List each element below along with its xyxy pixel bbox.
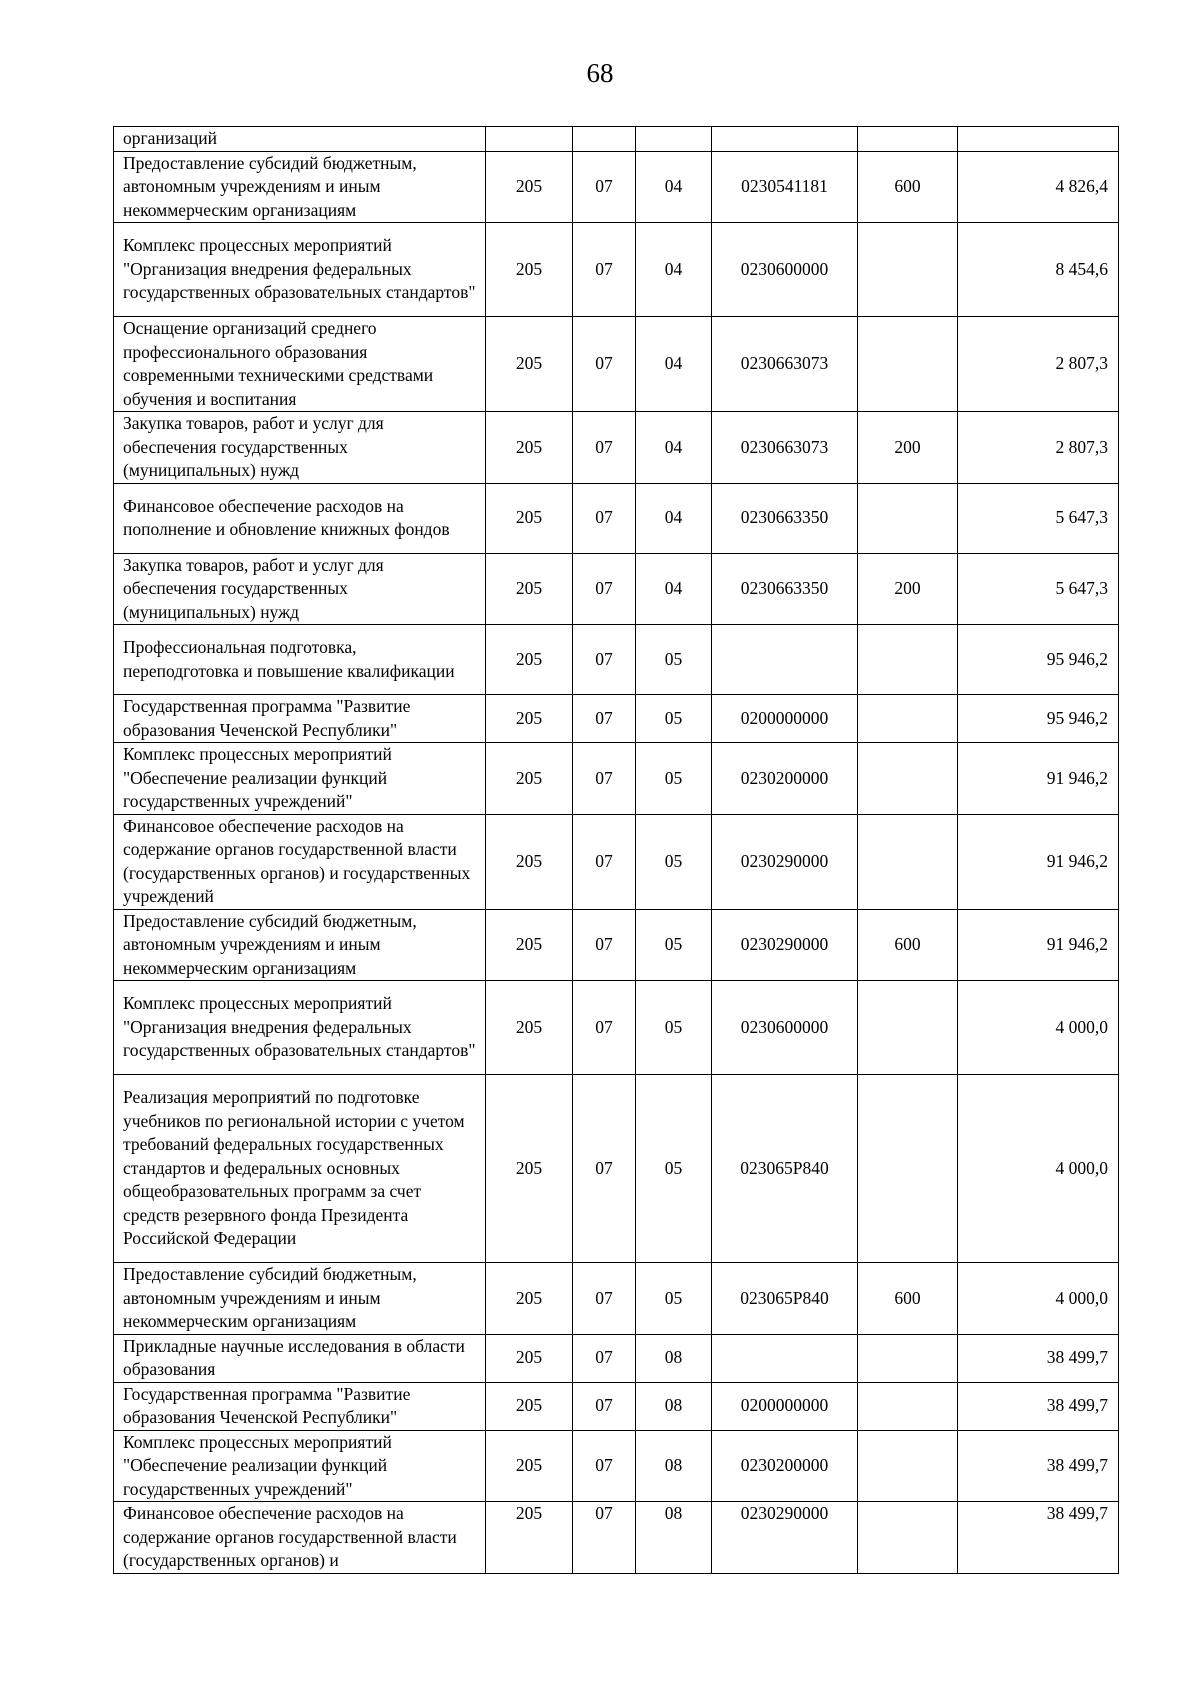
target-article-cell: 0230541181 bbox=[712, 151, 858, 223]
section-code-cell: 07 bbox=[573, 1075, 636, 1263]
target-article-cell: 023065Р840 bbox=[712, 1263, 858, 1335]
target-article-cell: 0230600000 bbox=[712, 223, 858, 317]
table-row bbox=[114, 553, 1119, 625]
grbs-code-cell: 205 bbox=[486, 1263, 573, 1335]
subsection-code-cell: 05 bbox=[636, 909, 712, 981]
section-code-cell: 07 bbox=[573, 483, 636, 553]
row-name-cell: Закупка товаров, работ и услуг для обеспечения государственных (муниципальных) нужд bbox=[114, 553, 486, 625]
budget-table bbox=[113, 126, 1119, 1574]
row-name-cell: Комплекс процессных мероприятий "Обеспечение реализации функций государственных учреждений" bbox=[114, 743, 486, 815]
table-row bbox=[114, 743, 1119, 815]
subsection-code-cell: 04 bbox=[636, 553, 712, 625]
row-name-cell: Предоставление субсидий бюджетным, автономным учреждениям и иным некоммерческим организациям bbox=[114, 151, 486, 223]
target-article-cell: 0230663073 bbox=[712, 317, 858, 412]
amount-cell: 4 000,0 bbox=[958, 1263, 1119, 1335]
section-code-cell: 07 bbox=[573, 412, 636, 484]
expense-type-cell: 600 bbox=[858, 1263, 958, 1335]
table-row bbox=[114, 625, 1119, 695]
grbs-code-cell: 205 bbox=[486, 909, 573, 981]
grbs-code-cell: 205 bbox=[486, 1382, 573, 1430]
table-row bbox=[114, 1075, 1119, 1263]
expense-type-cell bbox=[858, 1430, 958, 1502]
section-code-cell: 07 bbox=[573, 1263, 636, 1335]
target-article-cell: 0230663350 bbox=[712, 553, 858, 625]
section-code-cell: 07 bbox=[573, 223, 636, 317]
section-code-cell: 07 bbox=[573, 553, 636, 625]
section-code-cell bbox=[573, 127, 636, 152]
row-name-cell: Финансовое обеспечение расходов на пополнение и обновление книжных фондов bbox=[114, 483, 486, 553]
grbs-code-cell: 205 bbox=[486, 1502, 573, 1574]
amount-cell: 38 499,7 bbox=[958, 1430, 1119, 1502]
expense-type-cell bbox=[858, 981, 958, 1075]
expense-type-cell bbox=[858, 1075, 958, 1263]
grbs-code-cell: 205 bbox=[486, 1430, 573, 1502]
target-article-cell bbox=[712, 625, 858, 695]
expense-type-cell bbox=[858, 814, 958, 909]
grbs-code-cell: 205 bbox=[486, 1075, 573, 1263]
expense-type-cell bbox=[858, 127, 958, 152]
subsection-code-cell: 08 bbox=[636, 1382, 712, 1430]
table-row bbox=[114, 317, 1119, 412]
subsection-code-cell: 04 bbox=[636, 317, 712, 412]
subsection-code-cell: 05 bbox=[636, 743, 712, 815]
section-code-cell: 07 bbox=[573, 1334, 636, 1382]
subsection-code-cell: 05 bbox=[636, 625, 712, 695]
amount-cell bbox=[958, 127, 1119, 152]
subsection-code-cell: 05 bbox=[636, 1263, 712, 1335]
expense-type-cell bbox=[858, 483, 958, 553]
subsection-code-cell: 08 bbox=[636, 1334, 712, 1382]
row-name-cell: Государственная программа "Развитие образования Чеченской Республики" bbox=[114, 695, 486, 743]
grbs-code-cell: 205 bbox=[486, 223, 573, 317]
target-article-cell bbox=[712, 1334, 858, 1382]
section-code-cell: 07 bbox=[573, 1502, 636, 1574]
expense-type-cell: 200 bbox=[858, 412, 958, 484]
row-name-cell: Закупка товаров, работ и услуг для обеспечения государственных (муниципальных) нужд bbox=[114, 412, 486, 484]
table-row bbox=[114, 1430, 1119, 1502]
subsection-code-cell: 08 bbox=[636, 1502, 712, 1574]
subsection-code-cell: 05 bbox=[636, 695, 712, 743]
amount-cell: 38 499,7 bbox=[958, 1382, 1119, 1430]
row-name-cell: Прикладные научные исследования в области образования bbox=[114, 1334, 486, 1382]
grbs-code-cell: 205 bbox=[486, 695, 573, 743]
target-article-cell: 0230600000 bbox=[712, 981, 858, 1075]
target-article-cell: 0230290000 bbox=[712, 909, 858, 981]
grbs-code-cell: 205 bbox=[486, 743, 573, 815]
table-row bbox=[114, 223, 1119, 317]
expense-type-cell bbox=[858, 317, 958, 412]
table-row bbox=[114, 1382, 1119, 1430]
target-article-cell: 0230290000 bbox=[712, 1502, 858, 1574]
target-article-cell: 0200000000 bbox=[712, 695, 858, 743]
amount-cell: 4 000,0 bbox=[958, 1075, 1119, 1263]
subsection-code-cell: 04 bbox=[636, 223, 712, 317]
target-article-cell: 0230200000 bbox=[712, 1430, 858, 1502]
subsection-code-cell: 04 bbox=[636, 412, 712, 484]
subsection-code-cell: 08 bbox=[636, 1430, 712, 1502]
table-body bbox=[114, 127, 1119, 1574]
row-name-cell: Финансовое обеспечение расходов на содержание органов государственной власти (государственных органов) и государственных учреждений bbox=[114, 814, 486, 909]
amount-cell: 91 946,2 bbox=[958, 743, 1119, 815]
amount-cell: 95 946,2 bbox=[958, 625, 1119, 695]
target-article-cell: 0230663350 bbox=[712, 483, 858, 553]
table-row bbox=[114, 127, 1119, 152]
expense-type-cell bbox=[858, 743, 958, 815]
subsection-code-cell: 05 bbox=[636, 814, 712, 909]
table-row bbox=[114, 1263, 1119, 1335]
table-row bbox=[114, 981, 1119, 1075]
row-name-cell: Предоставление субсидий бюджетным, автономным учреждениям и иным некоммерческим организациям bbox=[114, 1263, 486, 1335]
table-row bbox=[114, 1334, 1119, 1382]
grbs-code-cell: 205 bbox=[486, 814, 573, 909]
grbs-code-cell: 205 bbox=[486, 317, 573, 412]
expense-type-cell: 600 bbox=[858, 151, 958, 223]
target-article-cell: 0230290000 bbox=[712, 814, 858, 909]
amount-cell: 4 826,4 bbox=[958, 151, 1119, 223]
amount-cell: 2 807,3 bbox=[958, 317, 1119, 412]
row-name-cell: Государственная программа "Развитие образования Чеченской Республики" bbox=[114, 1382, 486, 1430]
target-article-cell: 0200000000 bbox=[712, 1382, 858, 1430]
table-row bbox=[114, 1502, 1119, 1574]
amount-cell: 5 647,3 bbox=[958, 553, 1119, 625]
amount-cell: 2 807,3 bbox=[958, 412, 1119, 484]
section-code-cell: 07 bbox=[573, 695, 636, 743]
grbs-code-cell: 205 bbox=[486, 981, 573, 1075]
section-code-cell: 07 bbox=[573, 625, 636, 695]
table-row bbox=[114, 412, 1119, 484]
section-code-cell: 07 bbox=[573, 317, 636, 412]
subsection-code-cell: 05 bbox=[636, 981, 712, 1075]
target-article-cell: 023065Р840 bbox=[712, 1075, 858, 1263]
section-code-cell: 07 bbox=[573, 981, 636, 1075]
expense-type-cell bbox=[858, 1334, 958, 1382]
table-row bbox=[114, 151, 1119, 223]
row-name-cell: Комплекс процессных мероприятий "Организация внедрения федеральных государственных образовательных стандартов" bbox=[114, 223, 486, 317]
row-name-cell: Профессиональная подготовка, переподготовка и повышение квалификации bbox=[114, 625, 486, 695]
subsection-code-cell: 04 bbox=[636, 151, 712, 223]
row-name-cell: Комплекс процессных мероприятий "Организация внедрения федеральных государственных образовательных стандартов" bbox=[114, 981, 486, 1075]
expense-type-cell bbox=[858, 1382, 958, 1430]
section-code-cell: 07 bbox=[573, 743, 636, 815]
row-name-cell: Комплекс процессных мероприятий "Обеспечение реализации функций государственных учреждений" bbox=[114, 1430, 486, 1502]
amount-cell: 38 499,7 bbox=[958, 1334, 1119, 1382]
table-row bbox=[114, 814, 1119, 909]
target-article-cell bbox=[712, 127, 858, 152]
amount-cell: 5 647,3 bbox=[958, 483, 1119, 553]
row-name-cell: Оснащение организаций среднего профессионального образования современными техническими средствами обучения и воспитания bbox=[114, 317, 486, 412]
amount-cell: 91 946,2 bbox=[958, 909, 1119, 981]
amount-cell: 95 946,2 bbox=[958, 695, 1119, 743]
subsection-code-cell: 04 bbox=[636, 483, 712, 553]
amount-cell: 4 000,0 bbox=[958, 981, 1119, 1075]
grbs-code-cell: 205 bbox=[486, 625, 573, 695]
expense-type-cell bbox=[858, 625, 958, 695]
table-row bbox=[114, 483, 1119, 553]
section-code-cell: 07 bbox=[573, 814, 636, 909]
expense-type-cell bbox=[858, 1502, 958, 1574]
subsection-code-cell bbox=[636, 127, 712, 152]
grbs-code-cell bbox=[486, 127, 573, 152]
expense-type-cell bbox=[858, 223, 958, 317]
row-name-cell: Финансовое обеспечение расходов на содержание органов государственной власти (государственных органов) и bbox=[114, 1502, 486, 1574]
row-name-cell: Реализация мероприятий по подготовке учебников по региональной истории с учетом требований федеральных государственных стандартов и федеральных основных общеобразовательных программ за счет средств резервного фонда Президента Российской Федерации bbox=[114, 1075, 486, 1263]
subsection-code-cell: 05 bbox=[636, 1075, 712, 1263]
grbs-code-cell: 205 bbox=[486, 483, 573, 553]
amount-cell: 91 946,2 bbox=[958, 814, 1119, 909]
amount-cell: 38 499,7 bbox=[958, 1502, 1119, 1574]
expense-type-cell: 200 bbox=[858, 553, 958, 625]
target-article-cell: 0230663073 bbox=[712, 412, 858, 484]
target-article-cell: 0230200000 bbox=[712, 743, 858, 815]
section-code-cell: 07 bbox=[573, 151, 636, 223]
row-name-cell: Предоставление субсидий бюджетным, автономным учреждениям и иным некоммерческим организациям bbox=[114, 909, 486, 981]
grbs-code-cell: 205 bbox=[486, 151, 573, 223]
row-name-cell: организаций bbox=[114, 127, 486, 152]
amount-cell: 8 454,6 bbox=[958, 223, 1119, 317]
grbs-code-cell: 205 bbox=[486, 412, 573, 484]
expense-type-cell bbox=[858, 695, 958, 743]
grbs-code-cell: 205 bbox=[486, 1334, 573, 1382]
section-code-cell: 07 bbox=[573, 1382, 636, 1430]
grbs-code-cell: 205 bbox=[486, 553, 573, 625]
page-number: 68 bbox=[586, 58, 614, 88]
table-row bbox=[114, 909, 1119, 981]
table-row bbox=[114, 695, 1119, 743]
expense-type-cell: 600 bbox=[858, 909, 958, 981]
section-code-cell: 07 bbox=[573, 909, 636, 981]
section-code-cell: 07 bbox=[573, 1430, 636, 1502]
